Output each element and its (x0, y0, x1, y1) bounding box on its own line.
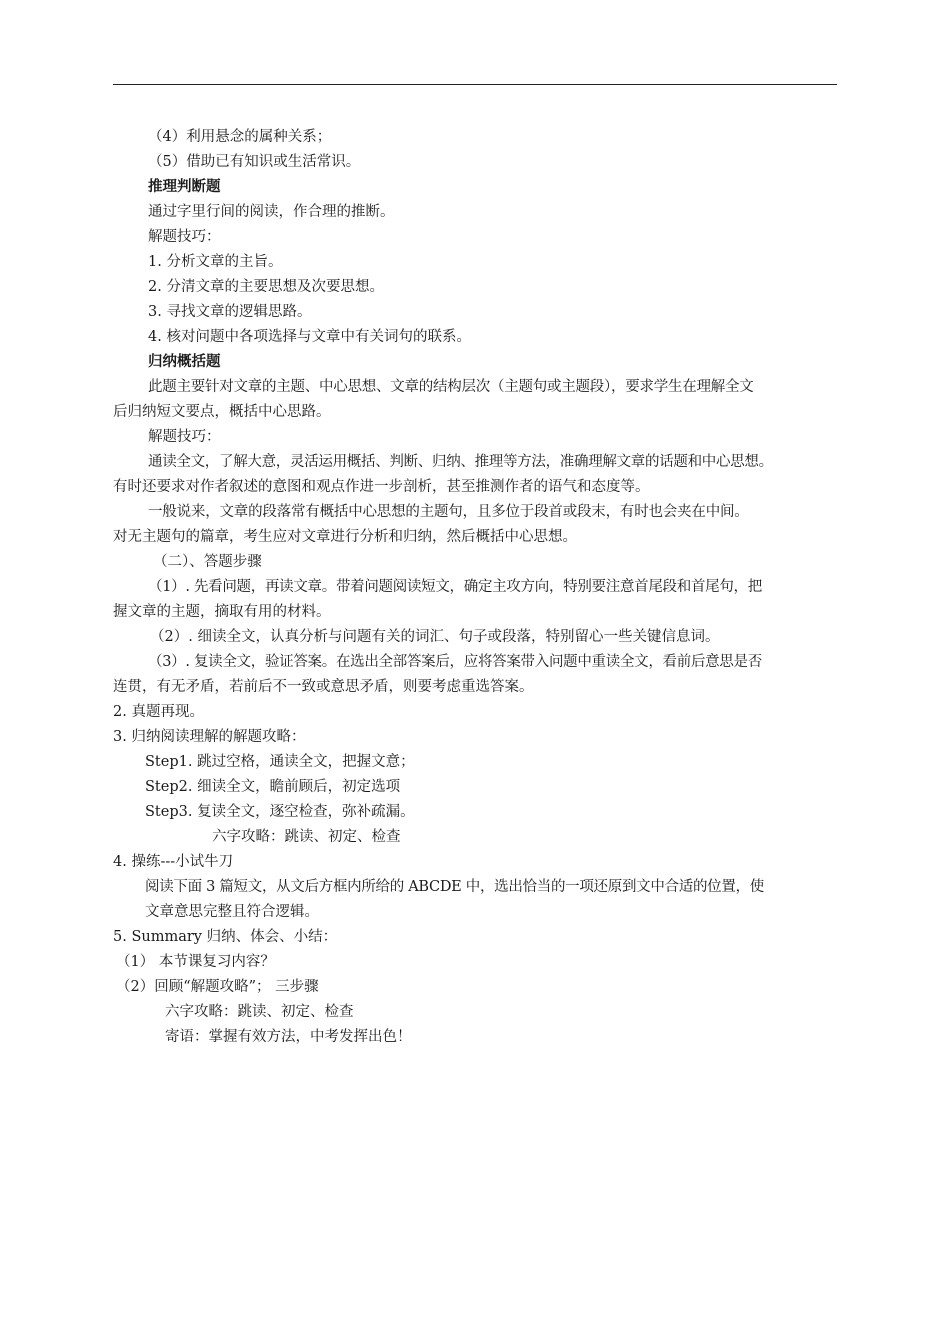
list-item: 5. Summary 归纳、体会、小结： (113, 929, 338, 945)
paragraph-line: （3）. 复读全文，验证答案。在选出全部答案后，应将答案带入问题中重读全文，看前后意思是否 (148, 654, 762, 670)
text-line: （5）借助已有知识或生活常识。 (148, 154, 361, 170)
list-item: 4. 操练---小试牛刀 (113, 854, 234, 870)
text-line: 六字攻略：跳读、初定、检查 (165, 1004, 354, 1020)
paragraph-line: 有时还要求对作者叙述的意图和观点作进一步剖析，甚至推测作者的语气和态度等。 (113, 479, 650, 495)
step-line: Step2. 细读全文，瞻前顾后，初定选项 (145, 779, 401, 795)
list-item: 3. 归纳阅读理解的解题攻略： (113, 729, 306, 745)
paragraph-line: 阅读下面 3 篇短文，从文后方框内所给的 ABCDE 中，选出恰当的一项还原到文中合适的位置，使 (145, 879, 764, 895)
step-line: Step3. 复读全文，逐空检查，弥补疏漏。 (145, 804, 415, 820)
text-line: （4）利用悬念的属种关系； (148, 129, 332, 145)
text-line: 六字攻略：跳读、初定、检查 (212, 829, 401, 845)
paragraph-line: 文章意思完整且符合逻辑。 (145, 904, 319, 920)
paragraph-line: 一般说来，文章的段落常有概括中心思想的主题句，且多位于段首或段末，有时也会夹在中间。 (148, 504, 749, 520)
paragraph-line: 连贯，有无矛盾，若前后不一致或意思矛盾，则要考虑重选答案。 (113, 679, 534, 695)
paragraph-line: 通读全文，了解大意，灵活运用概括、判断、归纳、推理等方法，准确理解文章的话题和中心思想。 (148, 454, 773, 470)
text-line: （1） 本节课复习内容？ (116, 954, 275, 970)
section-heading: 归纳概括题 (148, 354, 221, 370)
paragraph-line: （1）. 先看问题，再读文章。带着问题阅读短文，确定主攻方向，特别要注意首尾段和首尾句，把 (148, 579, 762, 595)
text-line: 通过字里行间的阅读，作合理的推断。 (148, 204, 395, 220)
paragraph-line: 此题主要针对文章的主题、中心思想、文章的结构层次（主题句或主题段），要求学生在理解全文 (148, 379, 754, 395)
text-line: 寄语：掌握有效方法，中考发挥出色！ (165, 1029, 412, 1045)
paragraph-line: 对无主题句的篇章，考生应对文章进行分析和归纳，然后概括中心思想。 (113, 529, 577, 545)
step-line: Step1. 跳过空格，通读全文，把握文意； (145, 754, 415, 770)
section-heading: 推理判断题 (148, 179, 221, 195)
text-line: （2）回顾“解题攻略”； 三步骤 (116, 979, 319, 995)
list-item: 2. 真题再现。 (113, 704, 204, 720)
paragraph-line: 后归纳短文要点，概括中心思路。 (113, 404, 331, 420)
paragraph-line: 握文章的主题，摘取有用的材料。 (113, 604, 331, 620)
list-item: 4. 核对问题中各项选择与文章中有关词句的联系。 (148, 329, 471, 345)
text-line: 解题技巧： (148, 429, 221, 445)
header-rule (113, 84, 837, 85)
list-item: 3. 寻找文章的逻辑思路。 (148, 304, 312, 320)
list-item: 1. 分析文章的主旨。 (148, 254, 283, 270)
list-item: 2. 分清文章的主要思想及次要思想。 (148, 279, 384, 295)
paragraph-line: （2）. 细读全文，认真分析与问题有关的词汇、句子或段落，特别留心一些关键信息词。 (150, 629, 720, 645)
text-line: 解题技巧： (148, 229, 221, 245)
subsection-heading: （二）、答题步骤 (153, 554, 262, 570)
